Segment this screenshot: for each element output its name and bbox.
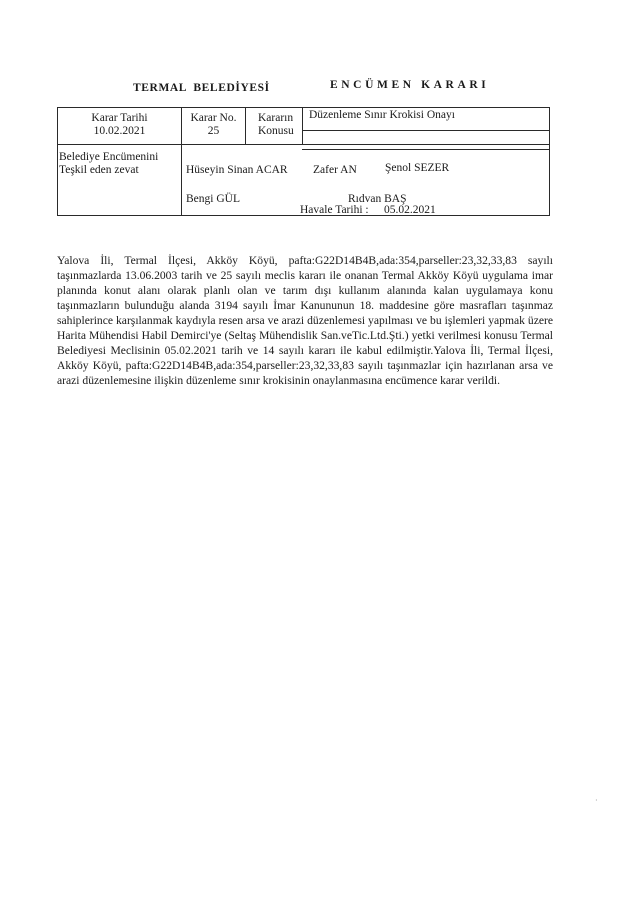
member-name: Şenol SEZER — [385, 162, 450, 174]
members-label-line-2: Teşkil eden zevat — [59, 164, 139, 176]
decision-paragraph: Yalova İli, Termal İlçesi, Akköy Köyü, pafta:G22D14B4B,ada:354,parseller:23,32,33,83 sayılı taşınmazlarda 13.06.2003 tarih ve 25 sayılı meclis kararı ile onanan Termal Akköy Köyü uygulama imar planında konut alanı olarak planlı olan ve tarım dışı kullanım alanında kalan uygulamaya konu taşınmazların bulunduğu alanda 3194 sayılı İmar Kanununun 18. maddesine göre masrafları taşınmaz sahiplerince karşılanmak kaydıyla resen arsa ve arazi düzenlemesi yapılması ve bu işlemleri yapmak üzere Harita Mühendisi Habil Demirci'ye (Seltaş Mühendislik San.veTic.Ltd.Şti.) yetki verilmesi konusu Termal Belediyesi Meclisinin 05.02.2021 tarih ve 14 sayılı kararı ile kabul edilmiştir.Yalova İli, Termal İlçesi, Akköy Köyü, pafta:G22D14B4B,ada:354,parseller:23,32,33,83 sayılı taşınmazlar için hazırlanan arsa ve arazi düzenlemesine ilişkin düzenleme sınır krokisinin onaylanmasına encümence karar verildi. — [57, 254, 553, 387]
scan-speck: · — [595, 796, 598, 805]
member-name: Zafer AN — [313, 164, 357, 176]
subject-divider — [302, 130, 550, 131]
karar-tarihi-label: Karar Tarihi — [91, 112, 148, 124]
table-right-border — [549, 107, 550, 216]
members-label-line-1: Belediye Encümenini — [59, 151, 159, 163]
decision-body — [57, 253, 553, 388]
karar-no-label: Karar No. — [190, 112, 237, 124]
konu-value: Düzenleme Sınır Krokisi Onayı — [309, 109, 455, 121]
kararin-konusu-label-2: Konusu — [258, 125, 294, 137]
havale-tarihi-label: Havale Tarihi : — [300, 204, 369, 216]
document-type-title: ENCÜMEN KARARI — [330, 79, 490, 91]
institution-title: TERMAL BELEDİYESİ — [133, 82, 270, 94]
karar-tarihi-value: 10.02.2021 — [93, 125, 146, 137]
col-divider-2 — [245, 107, 246, 145]
table-top-border — [57, 107, 550, 108]
member-name: Hüseyin Sinan ACAR — [186, 164, 288, 176]
col-divider-3 — [302, 107, 303, 145]
table-mid-border-2 — [302, 149, 550, 150]
member-name: Rıdvan BAŞ — [348, 193, 407, 205]
kararin-konusu-label-1: Kararın — [258, 112, 294, 124]
karar-no-value: 25 — [207, 125, 220, 137]
member-name: Bengi GÜL — [186, 193, 240, 205]
table-mid-border — [57, 144, 550, 145]
havale-tarihi-value: 05.02.2021 — [384, 204, 436, 216]
